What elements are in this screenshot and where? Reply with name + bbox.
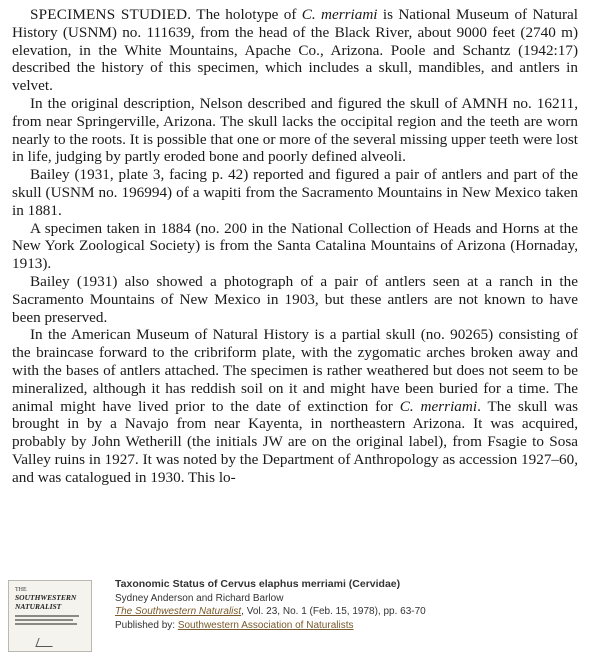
journal-link[interactable]: The Southwestern Naturalist [115, 606, 242, 617]
publisher-link[interactable]: Southwestern Association of Naturalists [177, 619, 354, 631]
paragraph-text: In the American Museum of Natural History is a partial skull (no. 90265) consisting of the braincase forward to the cribriform plate, with the zygomatic arches broken away and with the bases of antlers attached. The specimen is rather weathered but does not seem to be mineralized, although it has reddish soil on it and might have been buried for a time. The animal might have lived prior to the date of extinction for [12, 326, 578, 415]
cover-signature-mark [35, 638, 55, 647]
paragraph-text: In the original description, Nelson described and figured the skull of AMNH no. 16211, from near Springerville, Arizona. The skull lacks the occipital region and the teeth are worn nearly to the roots. It is possible that one or more of the several missing upper teeth were lost in life, judging by partly eroded bone and poorly defined alveoli. [12, 94, 578, 166]
article-paragraph [12, 220, 578, 273]
cover-title: SOUTHWESTERN NATURALIST [15, 593, 77, 611]
citation-block [115, 578, 585, 632]
cover-top-text: THE [15, 587, 27, 593]
paragraph-text: Bailey (1931) also showed a photograph of a pair of antlers seen at a ranch in the Sacramento Mountains of New Mexico in 1903, but these antlers are not known to have been preserved. [12, 272, 578, 326]
article-title: Taxonomic Status of Cervus elaphus merriami (Cervidae) [115, 578, 401, 590]
journal-cover-thumbnail[interactable] [8, 580, 92, 652]
paragraph-text: Bailey (1931, plate 3, facing p. 42) reported and figured a pair of antlers and part of the skull (USNM no. 196994) of a wapiti from the Sacramento Mountains in New Mexico taken in 1881. [12, 166, 578, 219]
cover-text-lines [15, 615, 85, 625]
species-name: C. merriami [301, 6, 378, 23]
paragraph-text: The holotype of [191, 6, 302, 23]
article-paragraph [12, 326, 578, 486]
article-paragraph [12, 273, 578, 326]
publisher-line [115, 619, 585, 633]
paragraph-text: A specimen taken in 1884 (no. 200 in the National Collection of Heads and Horns at the New York Zoological Society) is from the Santa Catalina Mountains of Arizona (Hornaday, 1913). [12, 219, 578, 273]
paragraph-text: is National Museum of Natural History (USNM) no. 111639, from the head of the Black River, about 9000 feet (2740 m) elevation, in the White Mountains, Apache Co., Arizona. Poole and Schantz (1942:17) described the history of this specimen, which includes a skull, mandibles, and antlers in velvet. [12, 6, 578, 95]
citation-footer [0, 574, 600, 652]
article-authors: Sydney Anderson and Richard Barlow [115, 592, 284, 604]
article-body [12, 6, 578, 487]
journal-line [115, 605, 585, 619]
section-heading: SPECIMENS STUDIED. [30, 6, 192, 23]
article-paragraph [12, 166, 578, 219]
journal-issue: , Vol. 23, No. 1 (Feb. 15, 1978), pp. 63-70 [241, 606, 426, 617]
article-paragraph [12, 6, 578, 95]
paragraph-text: . The skull was brought in by a Navajo from near Kayenta, in northeastern Arizona. It was acquired, probably by John Wetherill (the initials JW are on the original label), from Fsagie to Sosa Valley ruins in 1927. It was noted by the Department of Anthropology as accession 1927–60, and was catalogued in 1930. This lo- [12, 397, 578, 486]
publisher-label: Published by: [115, 619, 178, 631]
article-paragraph [12, 95, 578, 166]
species-name: C. merriami [399, 397, 478, 415]
